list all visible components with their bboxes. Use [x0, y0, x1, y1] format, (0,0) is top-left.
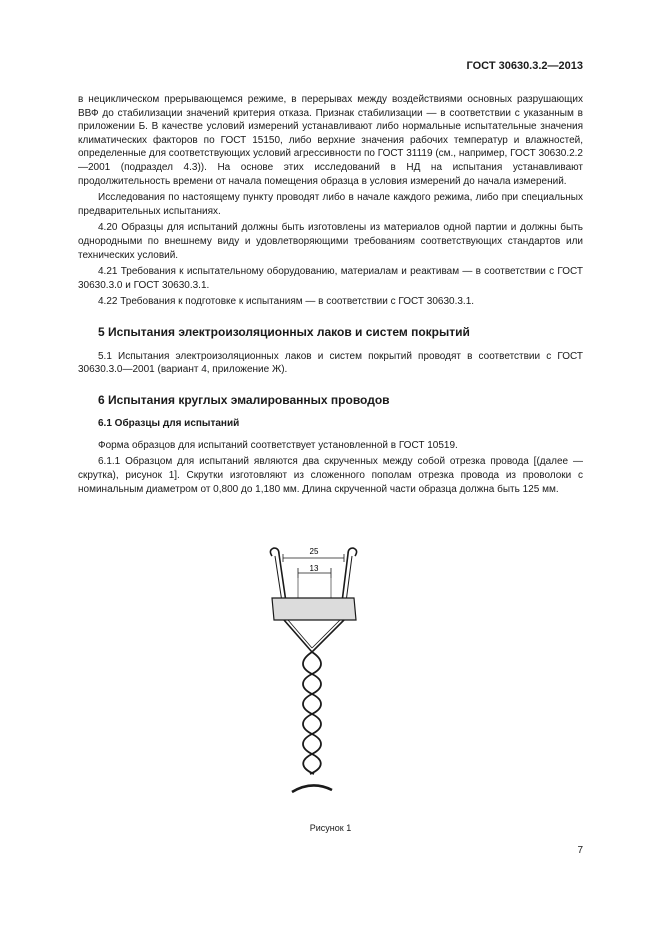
paragraph-continuation: в нециклическом прерывающемся режиме, в перерывах между воздействиями основных разрушающих ВВФ до стабилизации значений критерия отказа. Признак стабилизации — в соответствии с указанным в приложении Б. В качестве условий измерений устанавливают либо нормальные испытательные значения климатических факторов по ГОСТ 15150, либо верхние значения рабочих температур и влажностей, определенные для соответствующих условий агрессивности по ГОСТ 31119 (см., например, ГОСТ 30630.2.2—2001 (подраздел 4.3)). На основе этих исследований в НД на испытания устанавливают продолжительность времени от начала помещения образца в условия измерений до начала измерений.: [78, 94, 583, 187]
subsection-6-1-heading: 6.1 Образцы для испытаний: [98, 418, 240, 430]
page-body: [78, 93, 583, 496]
page-number: 7: [577, 845, 583, 856]
figure-twisted-wire-sample: [262, 542, 362, 804]
section-5-heading: 5 Испытания электроизоляционных лаков и систем покрытий: [98, 324, 470, 339]
paragraph-4-20: 4.20 Образцы для испытаний должны быть изготовлены из материалов одной партии и должны быть однородными по внешнему виду и удовлетворяющими требованиям соответствующих стандартов или технических условий.: [78, 222, 583, 261]
paragraph-4-21: 4.21 Требования к испытательному оборудованию, материалам и реактивам — в соответствии с ГОСТ 30630.3.0 и ГОСТ 30630.3.1.: [78, 266, 583, 291]
paragraph-4-22: 4.22 Требования к подготовке к испытаниям — в соответствии с ГОСТ 30630.3.1.: [98, 296, 475, 308]
section-6-heading: 6 Испытания круглых эмалированных проводов: [98, 392, 390, 407]
paragraph-6-1: Форма образцов для испытаний соответствует установленной в ГОСТ 10519.: [98, 439, 458, 451]
document-code-header: ГОСТ 30630.3.2—2013: [466, 60, 583, 72]
paragraph-6-1-1: 6.1.1 Образцом для испытаний являются два скрученных между собой отрезка провода [(далее — скрутка), рисунок 1]. Скрутки изготовляют из сложенного пополам отрезка провода из проволоки с номинальным диаметром от 0,800 до 1,180 мм. Длина скрученной части образца должна быть 125 мм.: [78, 456, 583, 495]
dimension-label-inner: 13: [309, 564, 319, 573]
figure-caption: Рисунок 1: [309, 823, 352, 833]
paragraph-research-note: Исследования по настоящему пункту проводят либо в начале каждого режима, либо при специальных предварительных испытаниях.: [78, 192, 583, 217]
dimension-label-outer: 25: [309, 547, 319, 556]
paragraph-5-1: 5.1 Испытания электроизоляционных лаков и систем покрытий проводят в соответствии с ГОСТ 30630.3.0—2001 (вариант 4, приложение Ж).: [78, 350, 583, 376]
